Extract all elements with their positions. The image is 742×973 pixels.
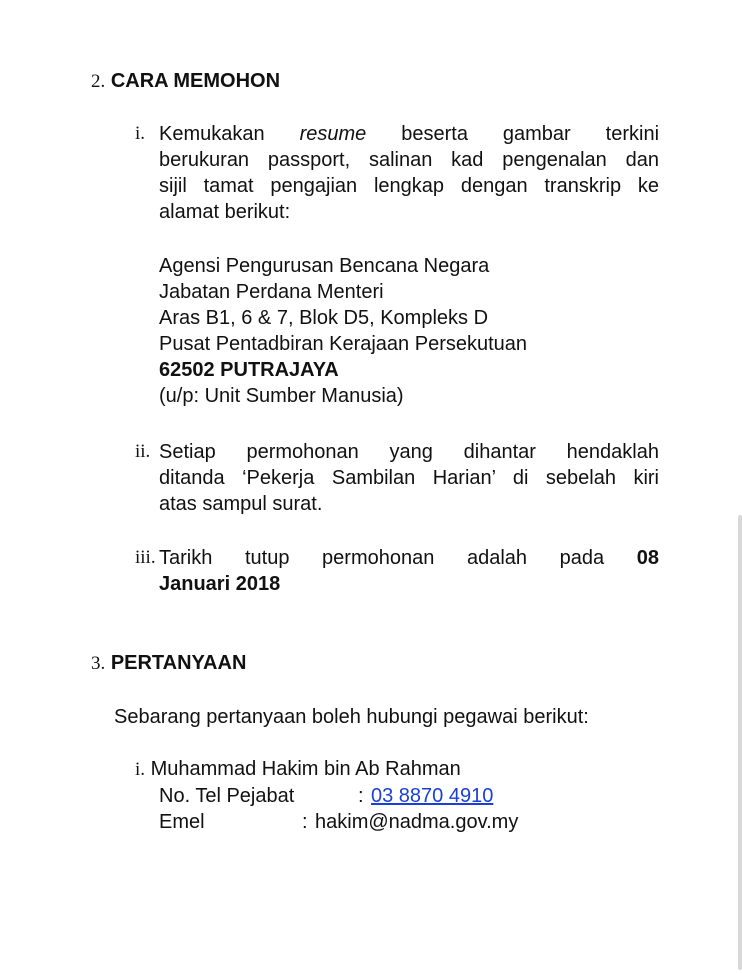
email-address: hakim@nadma.gov.my [315,811,519,833]
text-line: Kemukakan resume beserta gambar terkini [159,123,660,145]
tel-label: No. Tel Pejabat [159,785,295,807]
item-numeral: ii. [135,441,151,462]
inquiry-intro: Sebarang pertanyaan boleh hubungi pegawai berikut: [114,706,589,728]
text-line: sijil tamat pengajian lengkap dengan transkrip ke [159,175,659,197]
text-line: alamat berikut: [159,201,291,223]
section-2-heading [91,68,280,95]
item-numeral: i. [135,123,146,144]
text-line: atas sampul surat. [159,493,323,515]
closing-date-value: Januari 2018 [159,573,281,595]
text-line: Tarikh tutup permohonan adalah pada 08 [159,547,659,569]
section-number: 3. [91,653,106,674]
text-line: ditanda ‘Pekerja Sambilan Harian’ di sebelah kiri [159,467,659,489]
phone-link[interactable]: 03 8870 4910 [371,785,494,807]
address-line: Jabatan Perdana Menteri [159,281,384,303]
address-line: Aras B1, 6 & 7, Blok D5, Kompleks D [159,307,489,329]
section-title: PERTANYAAN [110,652,247,674]
section-number: 2. [91,71,106,92]
email-label: Emel [159,811,205,833]
application-instructions [159,121,659,225]
email-separator: : [302,811,308,833]
envelope-instruction [159,439,659,517]
vertical-scrollbar[interactable] [738,515,742,970]
text-line: berukuran passport, salinan kad pengenalan dan [159,149,659,171]
text-line: Setiap permohonan yang dihantar hendaklah [159,441,659,463]
item-numeral: iii. [135,547,156,568]
item-numeral: i. [135,759,146,780]
section-title: CARA MEMOHON [110,70,281,92]
section-3-heading [91,650,246,677]
address-line: Pusat Pentadbiran Kerajaan Persekutuan [159,333,528,355]
tel-separator: : [358,785,364,807]
address-line: Agensi Pengurusan Bencana Negara [159,255,490,277]
closing-date [159,545,659,597]
address-attention: (u/p: Unit Sumber Manusia) [159,385,404,407]
address-postcode: 62502 PUTRAJAYA [159,359,339,381]
address-block [159,253,527,409]
contact-name-line [135,756,461,783]
contact-name: Muhammad Hakim bin Ab Rahman [150,758,461,780]
